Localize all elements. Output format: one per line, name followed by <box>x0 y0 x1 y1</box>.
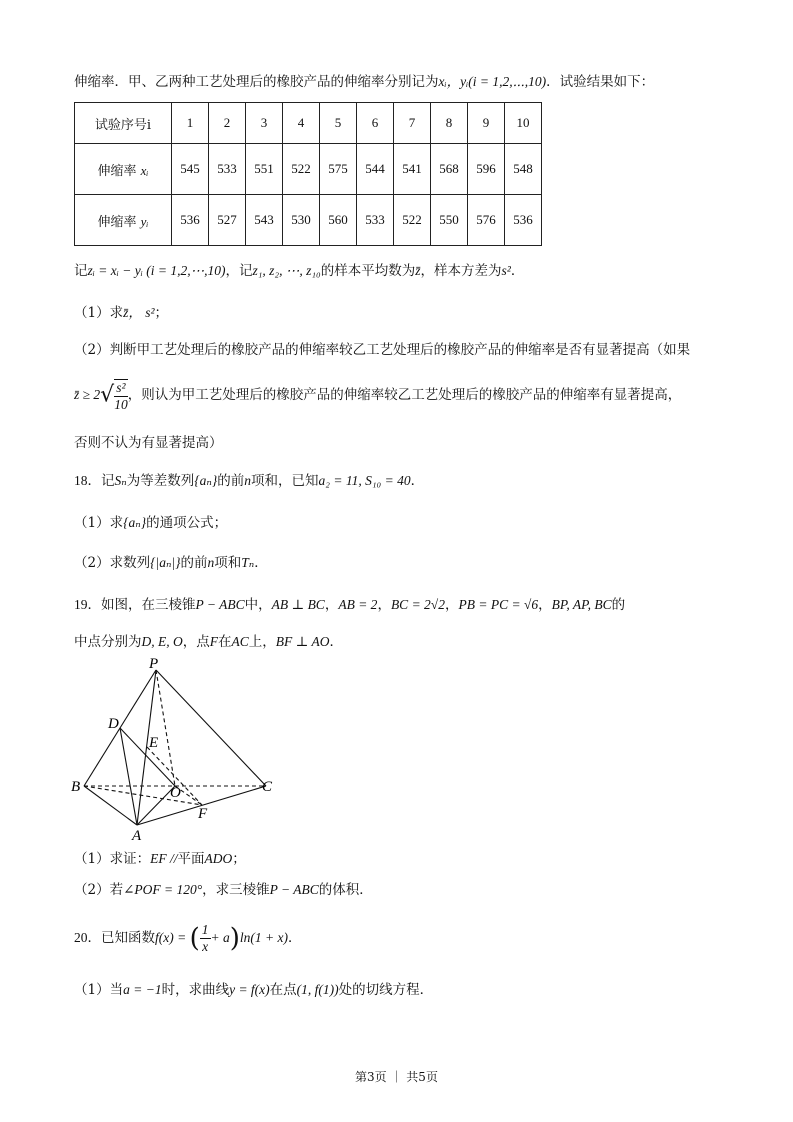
math: BC = 2√2 <box>390 597 445 612</box>
text: 的样本平均数为 <box>320 263 416 279</box>
math: f(x) = <box>155 930 190 945</box>
table-cell: 541 <box>394 144 431 195</box>
sqrt-fraction <box>114 379 128 413</box>
frac-1-over-x <box>200 922 211 955</box>
table-cell: 544 <box>357 144 394 195</box>
math: (1, f(1)) <box>296 982 339 997</box>
math: EF // <box>150 851 178 866</box>
text: 在点 <box>269 982 297 998</box>
math: Tₙ <box>241 555 255 570</box>
intro-end: ．试验结果如下： <box>546 74 655 90</box>
results-table <box>74 102 542 246</box>
text: ． <box>329 634 343 650</box>
left-paren: ( <box>189 923 200 954</box>
math: Sₙ <box>114 473 127 488</box>
q19-part1 <box>74 849 723 869</box>
text: （2）若 <box>74 882 124 898</box>
table-cell: 560 <box>320 195 357 246</box>
text: ，点 <box>182 634 210 650</box>
text: ． <box>510 263 525 279</box>
text: 已知函数 <box>101 930 155 946</box>
q20-stem <box>74 920 723 957</box>
header-label: 试验序号i <box>75 103 172 144</box>
index-cell: 2 <box>209 103 246 144</box>
label-B: B <box>71 779 81 795</box>
math: F <box>209 634 218 649</box>
text: 平面 <box>177 851 205 867</box>
text: 为等差数列 <box>126 473 195 489</box>
row-var: xᵢ <box>140 162 149 178</box>
frac-num: s² <box>114 380 128 397</box>
table-cell: 576 <box>468 195 505 246</box>
label-D: D <box>108 716 119 732</box>
text: 的通项公式； <box>146 515 228 531</box>
q19-stem-line2 <box>74 632 723 652</box>
intro-vars: xᵢ，yᵢ(i = 1,2,⋯,10) <box>438 74 547 89</box>
math: y = f(x) <box>229 982 270 997</box>
frac-den: x <box>202 939 209 954</box>
label-E: E <box>149 735 159 751</box>
text: 记 <box>101 473 115 489</box>
math: PB = PC = √6 <box>458 597 539 612</box>
text: 如图，在三棱锥 <box>101 597 196 613</box>
table-cell: 536 <box>505 195 542 246</box>
pyramid-figure <box>70 655 290 845</box>
table-cell: 527 <box>209 195 246 246</box>
q17-part1 <box>74 303 723 323</box>
label-O: O <box>170 785 181 801</box>
math: P − ABC <box>269 882 319 897</box>
math: ∠POF = 120° <box>123 882 203 897</box>
index-cell: 5 <box>320 103 357 144</box>
math: BF ⊥ AO <box>275 634 330 649</box>
question-number: 18． <box>74 473 101 488</box>
text: ； <box>232 851 246 867</box>
page-footer: 第3页 ｜ 共5页 <box>355 1070 438 1084</box>
table-cell: 522 <box>283 144 320 195</box>
text: ． <box>254 555 268 571</box>
text: ． <box>410 473 425 489</box>
math: zᵢ = xᵢ − yᵢ (i = 1,2,⋯,10) <box>87 263 226 278</box>
text: 时，求曲线 <box>161 982 230 998</box>
index-cell: 7 <box>394 103 431 144</box>
table-cell: 548 <box>505 144 542 195</box>
math: a₂ = 11, S₁₀ = 40 <box>318 473 411 488</box>
frac-num: 1 <box>201 922 209 937</box>
sqrt-icon: √ <box>100 382 115 408</box>
table-cell: 545 <box>172 144 209 195</box>
edge-BA <box>84 786 137 825</box>
right-paren: ) <box>229 923 240 954</box>
text: 的前 <box>217 473 245 489</box>
text: ． <box>288 930 302 946</box>
q17-definition <box>74 261 723 281</box>
text: ； <box>154 305 169 321</box>
index-cell: 6 <box>357 103 394 144</box>
row-label <box>75 144 172 195</box>
text: 项和，已知 <box>251 473 319 489</box>
math: z̄ <box>415 263 421 278</box>
table-cell: 550 <box>431 195 468 246</box>
q17-part2-end: 否则不认为有显著提高） <box>74 435 223 451</box>
row-label-text: 伸缩率 <box>97 214 137 230</box>
math: AC <box>231 634 249 649</box>
text: 在 <box>218 634 232 650</box>
math: ADO <box>204 851 233 866</box>
math: n <box>244 473 252 488</box>
text: （2）求数列 <box>74 555 151 571</box>
index-cell: 1 <box>172 103 209 144</box>
table-cell: 533 <box>209 144 246 195</box>
math: z₁, z₂, ⋯, z₁₀ <box>252 263 321 278</box>
table-cell: 530 <box>283 195 320 246</box>
math: AB = 2 <box>338 597 378 612</box>
text: （1）求证： <box>74 851 151 867</box>
math: BP, AP, BC <box>551 597 612 612</box>
text: 项和 <box>214 555 242 571</box>
table-cell: 596 <box>468 144 505 195</box>
text: 处的切线方程． <box>338 982 434 998</box>
math: {aₙ} <box>194 473 218 488</box>
table-cell: 543 <box>246 195 283 246</box>
q19-part2 <box>74 880 723 900</box>
math: {|aₙ|} <box>150 555 181 570</box>
math: z̄ ≥ 2 <box>74 387 101 402</box>
table-row-x <box>75 144 542 195</box>
math: P − ABC <box>195 597 245 612</box>
text: （1）求 <box>74 305 124 321</box>
q20-part1 <box>74 980 723 1000</box>
text: 的前 <box>180 555 208 571</box>
text: 记 <box>74 263 88 279</box>
index-cell: 4 <box>283 103 320 144</box>
intro-line <box>74 72 723 92</box>
math: n <box>207 555 215 570</box>
table-cell: 551 <box>246 144 283 195</box>
label-F: F <box>198 806 208 822</box>
q19-stem: 19．如图，在三棱锥P − ABC中，AB ⊥ BC，AB = 2，BC = 2√2，PB = PC = √6，BP, AP, BC的 <box>74 597 626 613</box>
math: {aₙ} <box>123 515 147 530</box>
table-cell: 533 <box>357 195 394 246</box>
text: 的 <box>611 597 626 613</box>
text: 上， <box>248 634 276 650</box>
text: （1）当 <box>74 982 124 998</box>
index-cell: 10 <box>505 103 542 144</box>
row-label-text: 伸缩率 <box>97 163 137 179</box>
table-cell: 536 <box>172 195 209 246</box>
math: a = −1 <box>123 982 162 997</box>
index-cell: 8 <box>431 103 468 144</box>
text: 中点分别为 <box>74 634 142 650</box>
q18-part1 <box>74 513 723 533</box>
math: + a <box>210 930 230 945</box>
label-A: A <box>132 828 142 844</box>
math: s² <box>501 263 511 278</box>
text: （1）求 <box>74 515 124 531</box>
question-number: 19． <box>74 597 101 612</box>
frac-den: 10 <box>114 396 128 412</box>
question-number: 20． <box>74 930 101 945</box>
q18-stem <box>74 471 723 491</box>
q17-part2: （2）判断甲工艺处理后的橡胶产品的伸缩率较乙工艺处理后的橡胶产品的伸缩率是否有显著提高（如果 <box>74 342 691 358</box>
index-cell: 3 <box>246 103 283 144</box>
label-P: P <box>149 656 159 672</box>
q18-part2 <box>74 553 723 573</box>
text: ，记 <box>225 263 253 279</box>
table-cell: 522 <box>394 195 431 246</box>
table-cell: 568 <box>431 144 468 195</box>
q17-part2-condition <box>74 378 723 413</box>
segment-BF-hidden <box>84 786 202 805</box>
math: z̄， s² <box>123 305 155 320</box>
table-cell: 575 <box>320 144 357 195</box>
math: AB ⊥ BC <box>271 597 325 612</box>
text: 中， <box>244 597 272 613</box>
table-header-row <box>75 103 542 144</box>
text: ，样本方差为 <box>420 263 502 279</box>
text: 的体积． <box>318 882 373 898</box>
label-C: C <box>262 779 273 795</box>
math: ln(1 + x) <box>239 930 288 945</box>
row-var: yᵢ <box>140 213 149 229</box>
intro-text: 伸缩率．甲、乙两种工艺处理后的橡胶产品的伸缩率分别记为 <box>74 74 439 90</box>
index-cell: 9 <box>468 103 505 144</box>
text: ，则认为甲工艺处理后的橡胶产品的伸缩率较乙工艺处理后的橡胶产品的伸缩率有显著提高， <box>127 387 682 403</box>
table-row-y <box>75 195 542 246</box>
row-label <box>75 195 172 246</box>
text: ，求三棱锥 <box>202 882 270 898</box>
math: D, E, O <box>141 634 183 649</box>
